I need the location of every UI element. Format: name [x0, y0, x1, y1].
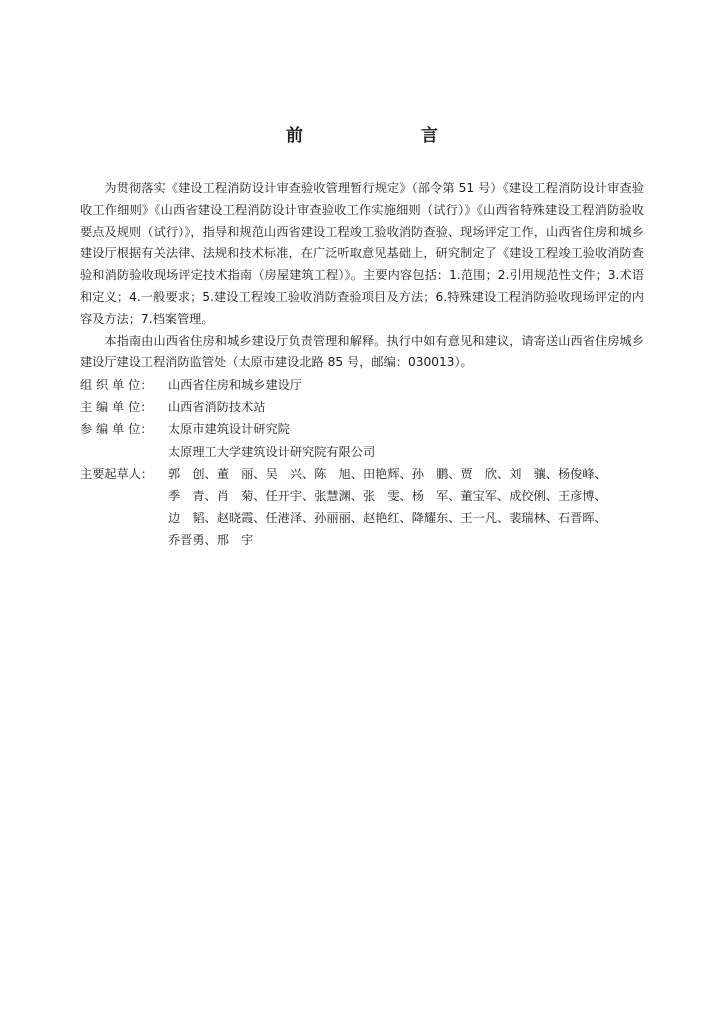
credit-line: 山西省住房和城乡建设厅	[168, 378, 303, 392]
credit-values	[168, 396, 644, 418]
page-title: 前 言	[286, 126, 466, 146]
credit-line: 边 韬、赵晓霞、任港泽、孙丽丽、赵艳红、降耀东、王一凡、裴瑞林、石晋晖、	[168, 511, 607, 526]
credit-line: 太原理工大学建筑设计研究院有限公司	[168, 444, 376, 459]
preface-body	[80, 178, 644, 374]
credit-label: 主要起草人：	[80, 466, 154, 481]
paragraph-management: 本指南由山西省住房和城乡建设厅负责管理和解释。执行中如有意见和建议，请寄送山西省住房城乡建设厅建设工程消防监管处（太原市建设北路 85 号，邮编：030013）。	[80, 333, 644, 370]
credits-section	[80, 374, 644, 552]
credit-line: 郭 创、董 丽、吴 兴、陈 旭、田艳辉、孙 鹏、贾 欣、刘 骧、杨俊峰、	[168, 466, 607, 481]
credit-line: 季 青、肖 菊、任开宇、张慧渊、张 雯、杨 军、董宝军、成佼俐、王彦博、	[168, 489, 607, 504]
credit-label: 主 编 单 位：	[80, 400, 153, 415]
credit-values	[168, 374, 644, 396]
credit-organizer	[80, 374, 644, 396]
credit-drafters	[80, 463, 644, 552]
credit-line: 太原市建筑设计研究院	[168, 422, 290, 437]
credit-label: 参 编 单 位：	[80, 422, 153, 437]
credit-values	[168, 463, 644, 552]
credit-line: 乔晋勇、邢 宇	[168, 533, 254, 548]
credit-participants	[80, 418, 644, 462]
credit-line: 山西省消防技术站	[168, 400, 266, 415]
credit-label: 组 织 单 位：	[80, 378, 153, 392]
credit-chief-editor	[80, 396, 644, 418]
paragraph-purpose: 为贯彻落实《建设工程消防设计审查验收管理暂行规定》（部令第 51 号）《建设工程消防设计审查验收工作细则》《山西省建设工程消防设计审查验收工作实施细则（试行）》《山西省特殊建设工程消防验收要点及规则（试行）》，指导和规范山西省建设工程竣工验收消防查验、现场评定工作，山西省住房和城乡建设厅根据有关法律、法规和技术标准，在广泛听取意见基础上，研究制定了《建设工程竣工验收消防查验和消防验收现场评定技术指南（房屋建筑工程）》。主要内容包括：1.范围；2.引用规范性文件；3.术语和定义；4.一般要求；5.建设工程竣工验收消防查验项目及方法；6.特殊建设工程消防验收现场评定的内容及方法；7.档案管理。	[80, 181, 644, 326]
credit-values	[168, 418, 644, 462]
